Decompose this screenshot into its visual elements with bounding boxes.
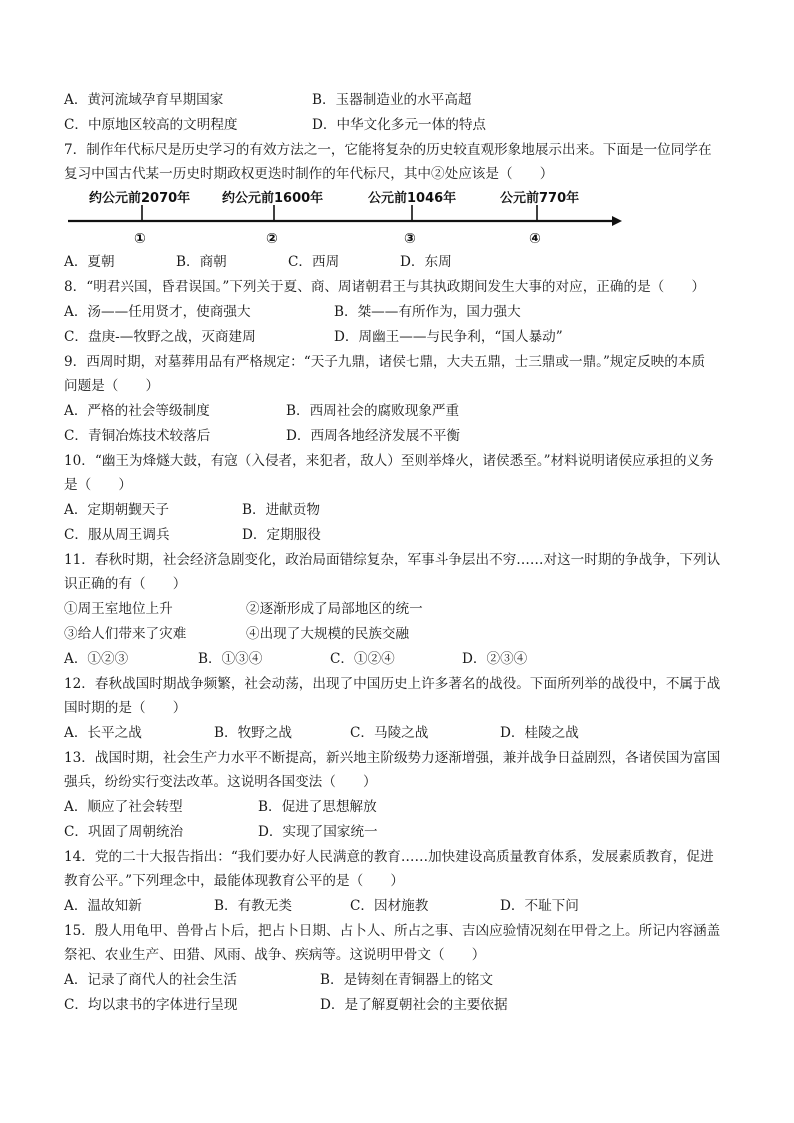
q10-option-d: D．定期服役 — [242, 527, 321, 543]
timeline-mark-3: ③ — [404, 231, 416, 247]
q7-option-b: B．商朝 — [176, 254, 227, 270]
q12-option-b: B．牧野之战 — [214, 725, 292, 741]
q14-option-c: C．因材施教 — [350, 898, 429, 914]
q7-option-c: C．西周 — [288, 254, 340, 270]
q13-option-d: D．实现了国家统一 — [258, 824, 378, 840]
q10-stem-line2: 是（ ） — [64, 477, 132, 493]
q11-stem-line1: 11．春秋时期，社会经济急剧变化，政治局面错综复杂，军事斗争层出不穷……对这一时期的争战争，下列认 — [64, 552, 721, 568]
q10-option-c: C．服从周王调兵 — [64, 527, 170, 543]
q12-option-d: D．桂陵之战 — [500, 725, 579, 741]
q9-stem-line1: 9．西周时期，对墓葬用品有严格规定：“天子九鼎，诸侯七鼎，大夫五鼎，士三鼎或一鼎。”规定反映的本质 — [64, 354, 706, 370]
q8-option-d: D．周幽王——与民争利，“国人暴动” — [334, 329, 563, 345]
q13-option-c: C．巩固了周朝统治 — [64, 824, 184, 840]
q7-stem-line1: 7．制作年代标尺是历史学习的有效方法之一，它能将复杂的历史较直观形象地展示出来。下面是一位同学在 — [64, 142, 712, 158]
q13-option-a: A．顺应了社会转型 — [64, 799, 183, 815]
q12-stem-line2: 国时期的是（ ） — [64, 700, 187, 716]
q15-option-b: B．是铸刻在青铜器上的铭文 — [320, 972, 494, 988]
q13-stem-line2: 强兵，纷纷实行变法改革。这说明各国变法（ ） — [64, 774, 377, 790]
timeline-label-2: 约公元前1600年 — [222, 191, 324, 206]
timeline-mark-4: ④ — [529, 231, 541, 247]
q6-option-b: B．玉器制造业的水平高超 — [312, 92, 472, 108]
q6-option-a: A．黄河流域孕育早期国家 — [64, 92, 224, 108]
q11-option-a: A．①②③ — [64, 651, 129, 667]
q14-option-b: B．有教无类 — [214, 898, 292, 914]
q11-item-1: ①周王室地位上升 — [64, 601, 173, 617]
q15-option-a: A．记录了商代人的社会生活 — [64, 972, 237, 988]
q15-stem-line2: 祭祀、农业生产、田猎、风雨、战争、疾病等。这说明甲骨文（ ） — [64, 947, 486, 963]
q6-option-c: C．中原地区较高的文明程度 — [64, 117, 238, 133]
q11-stem-line2: 识正确的有（ ） — [64, 576, 187, 592]
q15-stem-line1: 15．殷人用龟甲、兽骨占卜后，把占卜日期、占卜人、所占之事、吉凶应验情况刻在甲骨之上。所记内容涵盖 — [64, 923, 721, 939]
q8-stem: 8．“明君兴国，昏君误国。”下列关于夏、商、周诸朝君王与其执政期间发生大事的对应，正确的是（ ） — [64, 279, 706, 295]
q9-option-d: D．西周各地经济发展不平衡 — [286, 428, 461, 444]
q11-option-b: B．①③④ — [198, 651, 263, 667]
q10-option-b: B．进献贡物 — [242, 502, 320, 518]
timeline-arrow-icon — [612, 216, 622, 226]
q9-option-c: C．青铜冶炼技术较落后 — [64, 428, 211, 444]
q6-option-d: D．中华文化多元一体的特点 — [312, 117, 487, 133]
timeline-label-1: 约公元前2070年 — [89, 191, 191, 206]
q14-option-a: A．温故知新 — [64, 898, 142, 914]
q12-option-a: A．长平之战 — [64, 725, 142, 741]
timeline-label-4: 公元前770年 — [500, 191, 580, 206]
q7-timeline — [64, 184, 624, 248]
q11-item-4: ④出现了大规模的民族交融 — [246, 626, 410, 642]
q14-option-d: D．不耻下问 — [500, 898, 579, 914]
timeline-svg — [64, 184, 624, 248]
q14-stem-line1: 14．党的二十大报告指出：“我们要办好人民满意的教育……加快建设高质量教育体系，发展素质教育，促进 — [64, 849, 714, 865]
q12-option-c: C．马陵之战 — [350, 725, 429, 741]
q8-option-c: C．盘庚-—牧野之战，灭商建周 — [64, 329, 256, 345]
q13-stem-line1: 13．战国时期，社会生产力水平不断提高，新兴地主阶级势力逐渐增强，兼并战争日益剧烈，各诸侯国为富国 — [64, 750, 721, 766]
timeline-mark-1: ① — [134, 231, 146, 247]
q11-item-2: ②逐渐形成了局部地区的统一 — [246, 601, 423, 617]
q10-option-a: A．定期朝觐天子 — [64, 502, 169, 518]
q7-stem-line2: 复习中国古代某一历史时期政权更迭时制作的年代标尺，其中②处应该是（ ） — [64, 166, 554, 182]
q11-item-3: ③给人们带来了灾难 — [64, 626, 187, 642]
q11-option-c: C．①②④ — [330, 651, 395, 667]
q12-stem-line1: 12．春秋战国时期战争频繁，社会动荡，出现了中国历史上许多著名的战役。下面所列举的战役中，不属于战 — [64, 676, 721, 692]
q7-option-d: D．东周 — [400, 254, 452, 270]
q15-option-d: D．是了解夏朝社会的主要依据 — [320, 997, 508, 1013]
q15-option-c: C．均以隶书的字体进行呈现 — [64, 997, 238, 1013]
q13-option-b: B．促进了思想解放 — [258, 799, 377, 815]
q8-option-a: A．汤——任用贤才，使商强大 — [64, 304, 251, 320]
q7-option-a: A．夏朝 — [64, 254, 115, 270]
timeline-label-3: 公元前1046年 — [368, 191, 457, 206]
q11-option-d: D．②③④ — [462, 651, 528, 667]
q10-stem-line1: 10．“幽王为烽燧大鼓，有寇（入侵者，来犯者，敌人）至则举烽火，诸侯悉至。”材料说明诸侯应承担的义务 — [64, 453, 714, 469]
q9-stem-line2: 问题是（ ） — [64, 378, 160, 394]
timeline-mark-2: ② — [266, 231, 278, 247]
q9-option-b: B．西周社会的腐败现象严重 — [286, 403, 460, 419]
q8-option-b: B．桀——有所作为，国力强大 — [334, 304, 521, 320]
q9-option-a: A．严格的社会等级制度 — [64, 403, 210, 419]
q14-stem-line2: 教育公平。”下列理念中，最能体现教育公平的是（ ） — [64, 873, 404, 889]
